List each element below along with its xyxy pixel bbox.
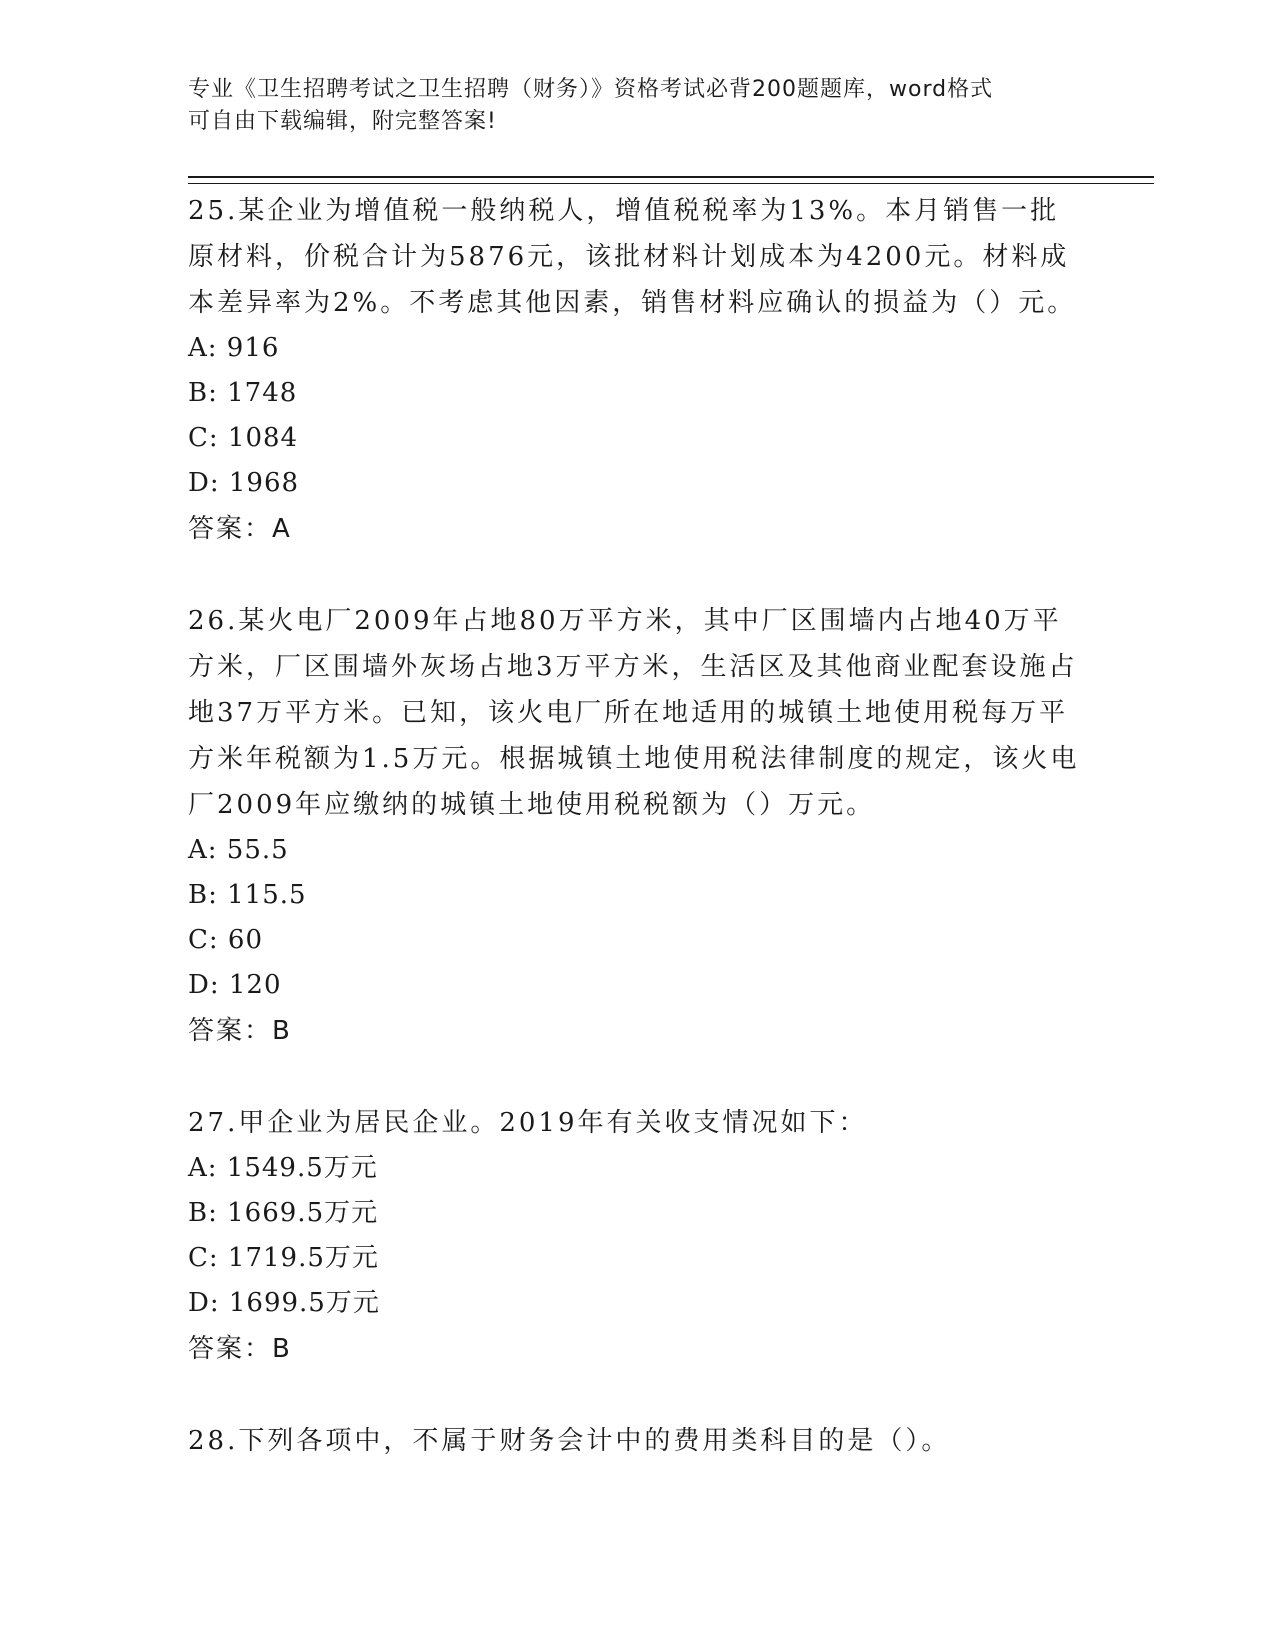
header-line-1: 专业《卫生招聘考试之卫生招聘（财务）》资格考试必背200题题库，word格式: [188, 77, 994, 102]
document-header: [188, 74, 1078, 138]
question-27: [188, 1100, 1088, 1372]
question-stem: 27.甲企业为居民企业。2019年有关收支情况如下：: [188, 1108, 868, 1138]
option-a: A: 55.5: [188, 835, 289, 865]
header-divider: [188, 176, 1154, 184]
option-b: B: 1669.5万元: [188, 1198, 379, 1228]
header-line-2: 可自由下载编辑，附完整答案!: [188, 109, 497, 134]
question-stem: 25.某企业为增值税一般纳税人，增值税税率为13%。本月销售一批原材料，价税合计为5876元，该批材料计划成本为4200元。材料成本差异率为2%。不考虑其他因素，销售材料应确认的损益为（）元。: [188, 196, 1077, 318]
option-d: D: 1699.5万元: [188, 1288, 380, 1318]
option-c: C: 60: [188, 925, 264, 955]
option-a: A: 916: [188, 333, 280, 363]
option-b: B: 115.5: [188, 880, 307, 910]
option-b: B: 1748: [188, 378, 298, 408]
option-c: C: 1084: [188, 423, 299, 453]
option-c: C: 1719.5万元: [188, 1243, 379, 1273]
question-25: [188, 188, 1088, 552]
question-26: [188, 598, 1088, 1054]
option-a: A: 1549.5万元: [188, 1153, 378, 1183]
answer-line: 答案：A: [188, 514, 292, 544]
option-d: D: 1968: [188, 468, 300, 498]
question-stem: 28.下列各项中，不属于财务会计中的费用类科目的是（）。: [188, 1426, 951, 1456]
question-28: [188, 1418, 1088, 1464]
question-stem: 26.某火电厂2009年占地80万平方米，其中厂区围墙内占地40万平方米，厂区围墙外灰场占地3万平方米，生活区及其他商业配套设施占地37万平方米。已知，该火电厂所在地适用的城镇土地使用税每万平方米年税额为1.5万元。根据城镇土地使用税法律制度的规定，该火电厂2009年应缴纳的城镇土地使用税税额为（）万元。: [188, 606, 1080, 820]
option-d: D: 120: [188, 970, 282, 1000]
answer-line: 答案：B: [188, 1016, 292, 1046]
answer-line: 答案：B: [188, 1334, 292, 1364]
